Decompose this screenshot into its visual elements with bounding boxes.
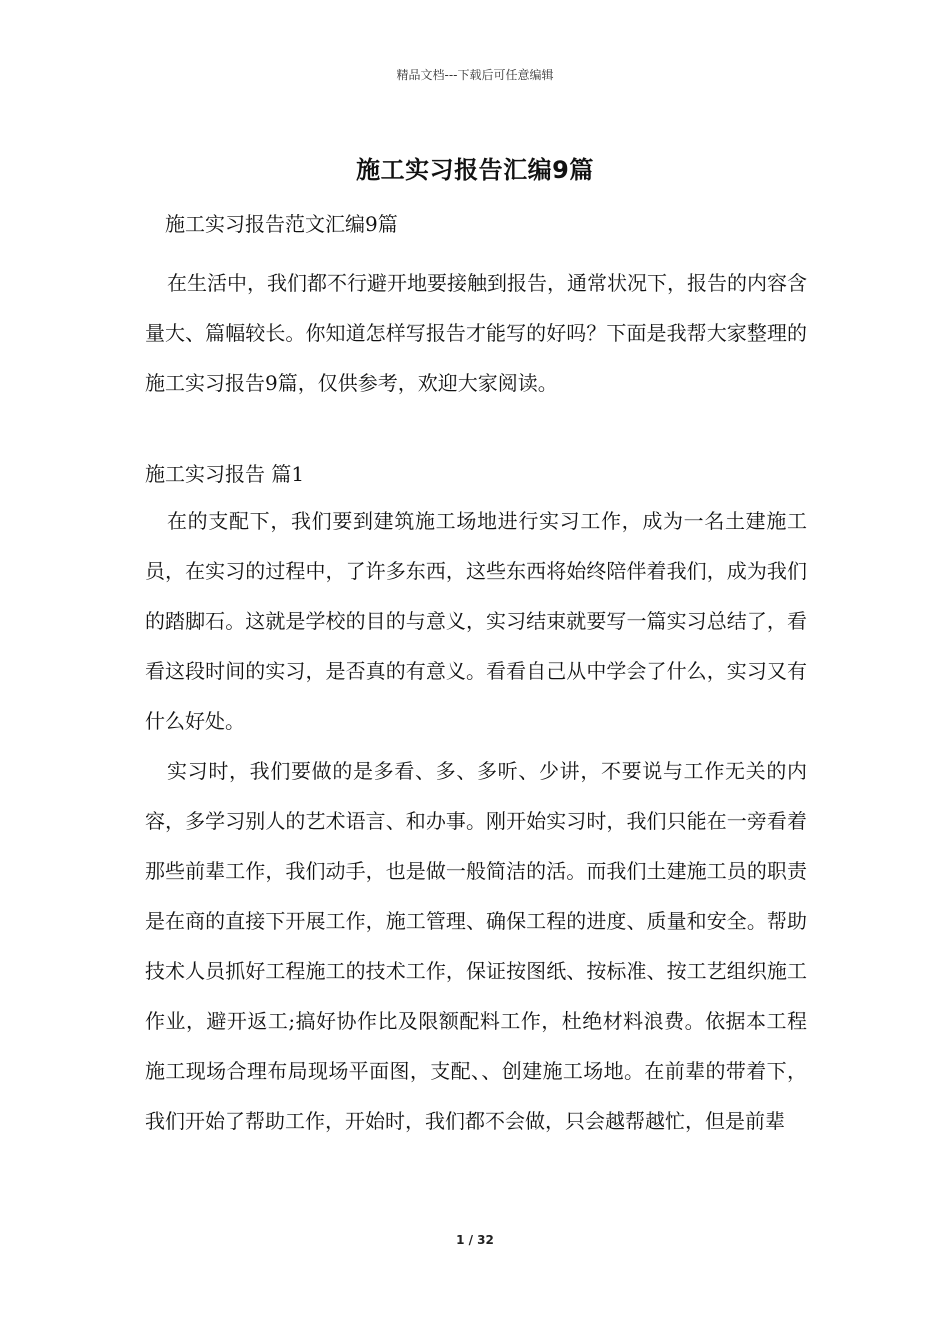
page-number: 1 / 32 [456,1233,494,1247]
document-title: 施工实习报告汇编9篇 [356,156,594,184]
section-heading: 施工实习报告 篇1 [145,462,305,486]
document-subtitle: 施工实习报告范文汇编9篇 [165,212,398,236]
page-header-watermark: 精品文档---下载后可任意编辑 [396,68,554,82]
intro-paragraph: 在生活中，我们都不行避开地要接触到报告，通常状况下，报告的内容含量大、篇幅较长。你知道怎样写报告才能写的好吗？下面是我帮大家整理的施工实习报告9篇，仅供参考，欢迎大家阅读。 [145,271,807,395]
body-paragraph-2: 实习时，我们要做的是多看、多、多听、少讲，不要说与工作无关的内容，多学习别人的艺术语言、和办事。刚开始实习时，我们只能在一旁看着那些前辈工作，我们动手，也是做一般简洁的活。而我们土建施工员的职责是在商的直接下开展工作，施工管理、确保工程的进度、质量和安全。帮助技术人员抓好工程施工的技术工作，保证按图纸、按标准、按工艺组织施工作业，避开返工;搞好协作比及限额配料工作，杜绝材料浪费。依据本工程施工现场合理布局现场平面图，支配、、创建施工场地。在前辈的带着下，我们开始了帮助工作，开始时，我们都不会做，只会越帮越忙，但是前辈 [145,759,807,1133]
body-paragraph-1: 在的支配下，我们要到建筑施工场地进行实习工作，成为一名土建施工员，在实习的过程中，了许多东西，这些东西将始终陪伴着我们，成为我们的踏脚石。这就是学校的目的与意义，实习结束就要写一篇实习总结了，看看这段时间的实习，是否真的有意义。看看自己从中学会了什么，实习又有什么好处。 [145,509,807,733]
